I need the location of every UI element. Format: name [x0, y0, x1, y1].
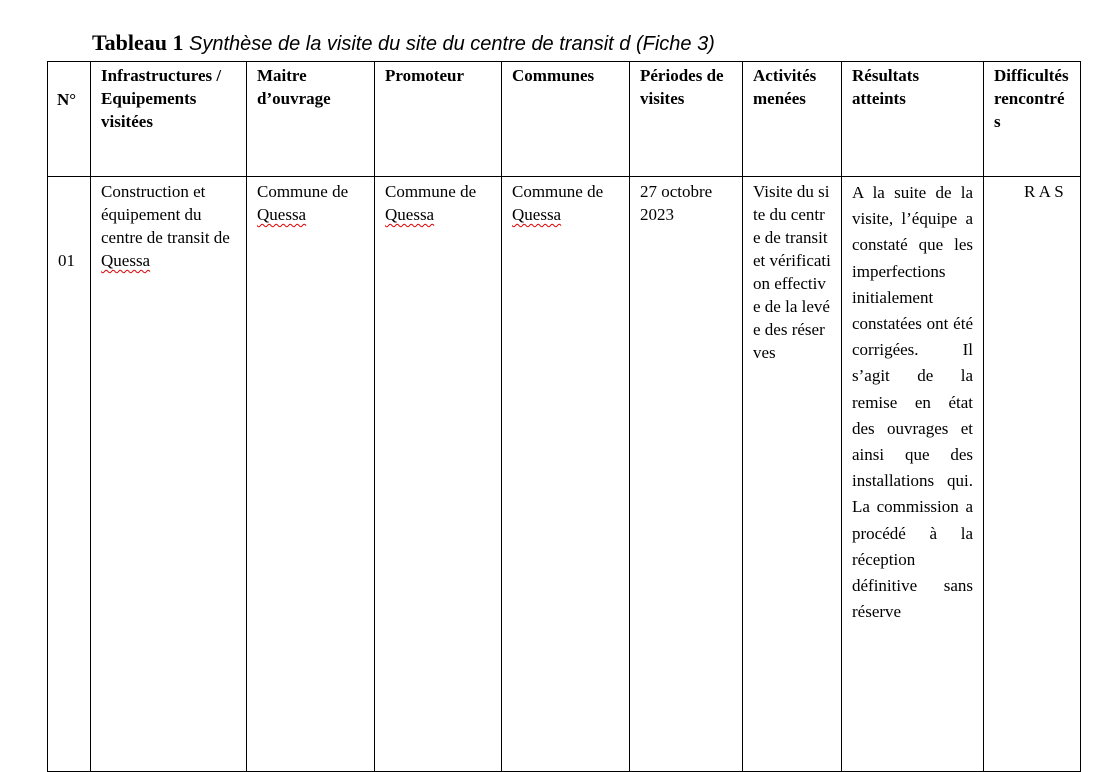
spellcheck-word: Quessa — [385, 205, 435, 224]
header-resultats: Résultats atteints — [842, 62, 984, 177]
header-periodes: Périodes de visites — [630, 62, 743, 177]
header-activites: Activités menées — [743, 62, 842, 177]
header-row — [48, 62, 1081, 177]
header-promoteur: Promoteur — [375, 62, 502, 177]
cell-maitre-ouvrage: Commune de Quessa — [247, 177, 375, 772]
spellcheck-word: Quessa — [512, 205, 562, 224]
cell-difficultes: R A S — [984, 177, 1081, 772]
table-caption — [92, 30, 715, 57]
header-difficultes: Difficultés rencontrés — [984, 62, 1081, 177]
cell-promoteur: Commune de Quessa — [375, 177, 502, 772]
header-num: N° — [48, 62, 91, 177]
cell-periode: 27 octobre 2023 — [630, 177, 743, 772]
cell-num: 01 — [48, 177, 91, 772]
header-maitre-ouvrage: Maitre d’ouvrage — [247, 62, 375, 177]
table-row — [48, 177, 1081, 772]
caption-title: Synthèse de la visite du site du centre de transit d (Fiche 3) — [189, 33, 715, 55]
synthesis-table — [47, 61, 1081, 772]
cell-resultats: A la suite de la visite, l’équipe a constaté que les imperfections initialement constatées ont été corrigées. Il s’agit de la remise en état des ouvrages et ainsi que des installations qui. La commission a procédé à la réception définitive sans réserve — [842, 177, 984, 772]
spellcheck-word: Quessa — [257, 205, 307, 224]
cell-infrastructures: Construction et équipement du centre de transit de Quessa — [91, 177, 247, 772]
caption-label: Tableau 1 — [92, 30, 184, 55]
header-communes: Communes — [502, 62, 630, 177]
cell-communes: Commune de Quessa — [502, 177, 630, 772]
cell-activites: Visite du site du centre de transit et vérification effective de la levée des réserves — [743, 177, 842, 772]
spellcheck-word: Quessa — [101, 251, 151, 270]
header-infrastructures: Infrastructures / Equipements visitées — [91, 62, 247, 177]
